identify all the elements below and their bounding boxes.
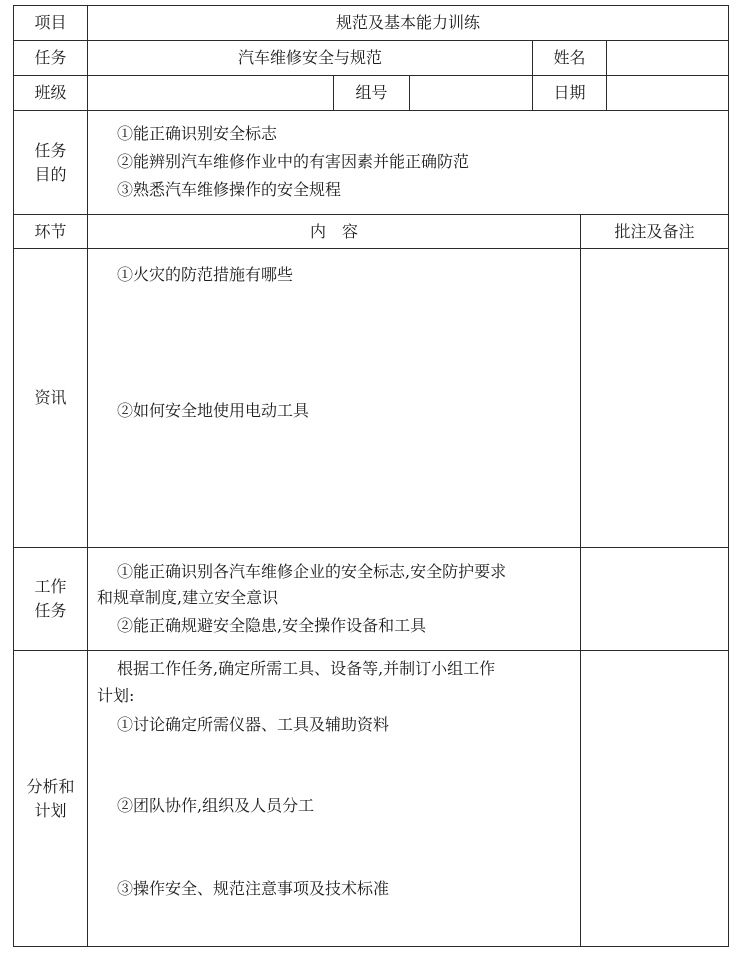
work-task-line: 和规章制度,建立安全意识 (97, 588, 279, 607)
plan-item: ①讨论确定所需仪器、工具及辅助资料 (117, 715, 390, 734)
plan-item: ②团队协作,组织及人员分工 (117, 796, 315, 815)
group-label: 组号 (355, 83, 388, 102)
date-label: 日期 (553, 83, 586, 102)
objective-item: ②能辨别汽车维修作业中的有害因素并能正确防范 (117, 152, 470, 171)
plan-label (14, 651, 87, 946)
work-task-label-line: 任务 (34, 601, 67, 620)
group-field[interactable] (410, 76, 532, 110)
project-value: 规范及基本能力训练 (335, 13, 480, 32)
plan-label-line: 分析和 (26, 776, 75, 796)
plan-label-line: 计划 (34, 800, 67, 820)
column-divider (87, 6, 88, 946)
stage-column-header: 环节 (34, 221, 67, 241)
date-field[interactable] (607, 76, 728, 110)
training-form (13, 5, 729, 947)
task-label: 任务 (34, 48, 67, 67)
info-notes-area[interactable] (581, 249, 728, 547)
name-field[interactable] (607, 41, 728, 75)
work-task-line: ①能正确识别各汽车维修企业的安全标志,安全防护要求 (117, 562, 507, 581)
plan-item: ③操作安全、规范注意事项及技术标准 (117, 879, 390, 898)
class-field[interactable] (88, 76, 333, 110)
info-question: ①火灾的防范措施有哪些 (117, 265, 294, 284)
work-task-notes-area[interactable] (581, 548, 728, 650)
objectives-label (14, 111, 87, 214)
info-question: ②如何安全地使用电动工具 (117, 401, 310, 420)
name-label: 姓名 (553, 48, 586, 67)
notes-column-header: 批注及备注 (614, 221, 695, 241)
work-task-label (14, 548, 87, 650)
content-column-header: 内 容 (309, 221, 358, 241)
project-label: 项目 (34, 13, 67, 32)
row-divider (14, 110, 728, 111)
objectives-label-line: 任务 (34, 140, 67, 160)
task-value: 汽车维修安全与规范 (237, 48, 382, 67)
objective-item: ①能正确识别安全标志 (117, 124, 278, 143)
work-task-label-line: 工作 (34, 577, 67, 596)
objectives-label-line: 目的 (34, 164, 67, 184)
plan-intro: 根据工作任务,确定所需工具、设备等,并制订小组工作 (117, 659, 496, 678)
info-label: 资讯 (34, 388, 67, 407)
work-task-line: ②能正确规避安全隐患,安全操作设备和工具 (117, 616, 427, 635)
plan-intro: 计划: (97, 686, 135, 705)
objective-item: ③熟悉汽车维修操作的安全规程 (117, 180, 342, 199)
plan-notes-area[interactable] (581, 651, 728, 946)
class-label: 班级 (34, 83, 67, 102)
